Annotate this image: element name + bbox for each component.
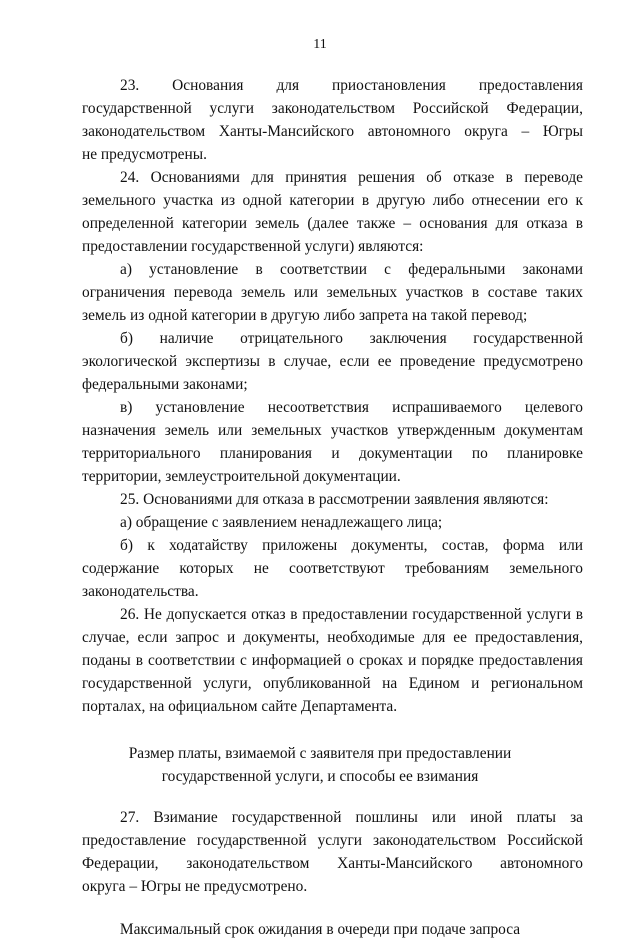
paragraph-24c-line: в) установление несоответствия испрашиваемого целевого <box>120 399 583 416</box>
paragraph-26-line: случае, если запрос и документы, необходимые для ее предоставления, <box>82 629 583 646</box>
paragraph-24b-line: экологической экспертизы в случае, если ее проведение предусмотрено <box>82 353 583 370</box>
paragraph-27-line: округа – Югры не предусмотрено. <box>82 878 308 895</box>
section-heading-queue: Максимальный срок ожидания в очереди при подаче запроса <box>119 921 521 938</box>
paragraph-24c-line: территориального планирования и документации по планировке <box>82 445 583 462</box>
paragraph-26-line: 26. Не допускается отказ в предоставлении государственной услуги в <box>120 606 583 623</box>
paragraph-25b-line: содержание которых не соответствуют требованиям земельного <box>82 560 583 577</box>
section-heading-fee: Размер платы, взимаемой с заявителя при предоставлении <box>128 745 512 762</box>
paragraph-25-line: 25. Основаниями для отказа в рассмотрении заявления являются: <box>120 491 549 508</box>
paragraph-24b-line: б) наличие отрицательного заключения государственной <box>120 330 583 347</box>
paragraph-23-line: государственной услуги законодательством Российской Федерации, <box>82 100 583 117</box>
paragraph-23-line: 23. Основания для приостановления предоставления <box>120 77 583 94</box>
paragraph-24-line: 24. Основаниями для принятия решения об отказе в переводе <box>120 169 583 186</box>
paragraph-24a-line: а) установление в соответствии с федеральными законами <box>120 261 583 278</box>
paragraph-26-line: государственной услуги, опубликованной на Едином и региональном <box>82 675 583 692</box>
paragraph-25b-line: б) к ходатайству приложены документы, состав, форма или <box>120 537 583 554</box>
paragraph-24a-line: земель из одной категории в другую либо запрета на такой перевод; <box>82 307 528 324</box>
paragraph-23-line: законодательством Ханты-Мансийского автономного округа – Югры <box>82 123 583 140</box>
paragraph-25b-line: законодательства. <box>82 583 199 600</box>
paragraph-26-line: порталах, на официальном сайте Департамента. <box>82 698 398 715</box>
paragraph-24b-line: федеральными законами; <box>82 376 248 393</box>
paragraph-26-line: поданы в соответствии с информацией о сроках и порядке предоставления <box>82 652 583 669</box>
section-heading-fee: государственной услуги, и способы ее взимания <box>161 768 479 785</box>
page-number: 11 <box>313 37 327 52</box>
paragraph-24-line: предоставлении государственной услуги) являются: <box>82 238 424 255</box>
paragraph-25a-line: а) обращение с заявлением ненадлежащего лица; <box>120 514 443 531</box>
paragraph-23-line: не предусмотрены. <box>82 146 207 163</box>
paragraph-24a-line: ограничения перевода земель или земельных участков в составе таких <box>82 284 583 301</box>
paragraph-27-line: предоставление государственной услуги законодательством Российской <box>82 832 583 849</box>
paragraph-24c-line: территории, землеустроительной документации. <box>82 468 401 485</box>
paragraph-24-line: земельного участка из одной категории в другую либо отнесении его к <box>82 192 583 209</box>
paragraph-27-line: Федерации, законодательством Ханты-Мансийского автономного <box>82 855 583 872</box>
paragraph-24c-line: назначения земель или земельных участков утвержденным документам <box>82 422 583 439</box>
paragraph-24-line: определенной категории земель (далее также – основания для отказа в <box>82 215 583 232</box>
paragraph-27-line: 27. Взимание государственной пошлины или иной платы за <box>120 809 583 826</box>
